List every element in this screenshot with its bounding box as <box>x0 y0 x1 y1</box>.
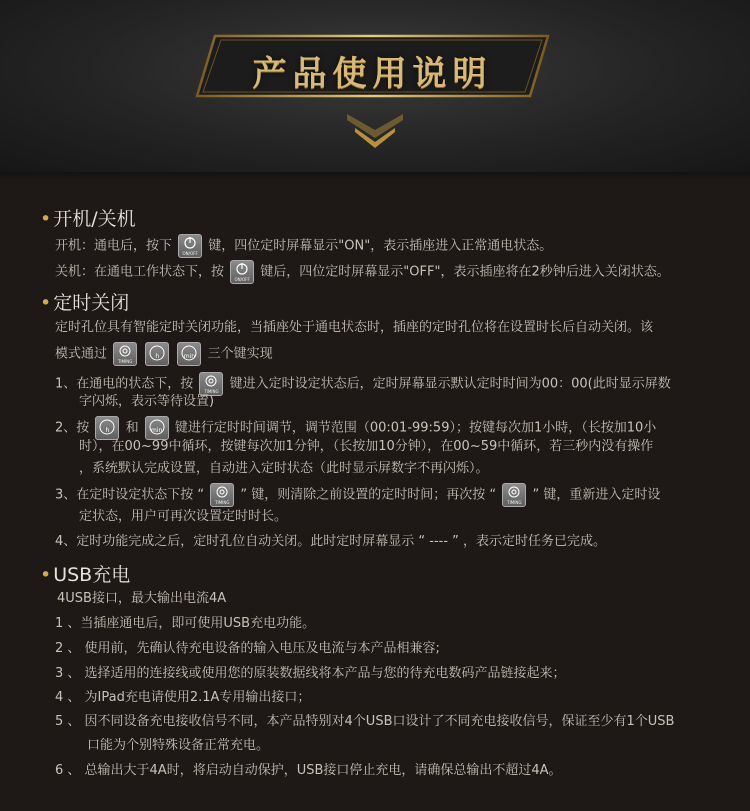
timer-item3-line2: 定状态，用户可再次设置定时时长。 <box>79 509 288 524</box>
minute-key-icon: min <box>177 342 201 366</box>
timing-key-icon: TIMING <box>199 372 223 396</box>
page-title: 产品使用说明 <box>252 54 493 94</box>
section-usb-heading: • USB充电 <box>40 564 131 586</box>
timer-item3: 3、在定时设定状态下按 “ TIMING ” 键，则清除之前设置的定时时间；再次按 “ TIMING ” 键，重新进入定时设 <box>55 483 660 507</box>
timing-key-icon: TIMING <box>502 483 526 507</box>
timer-intro-line2: 模式通过 TIMING h min 三个键实现 <box>55 342 273 366</box>
timer-item1-line2: 字闪烁，表示等待设置) <box>79 394 215 409</box>
usb-item: 3 、 选择适用的连接线或使用您的原装数据线将本产品与您的待充电数码产品链接起来； <box>55 666 566 681</box>
section-power-heading: • 开机/关机 <box>40 208 136 230</box>
timer-item1: 1、在通电的状态下，按 TIMING 键进入定时设定状态后，定时屏幕显示默认定时时间为00：00(此时显示屏数 <box>55 372 671 396</box>
timer-intro-line1: 定时孔位具有智能定时关闭功能，当插座处于通电状态时，插座的定时孔位将在设置时长后自动关闭。该 <box>55 320 654 335</box>
usb-item: 4 、 为IPad充电请使用2.1A专用输出接口； <box>55 690 311 705</box>
power-on-line: 开机：通电后，按下 ON/OFF 键，四位定时屏幕显示"ON"，表示插座进入正常通电状态。 <box>55 234 552 258</box>
timer-item2-line2: 时），在00~99中循环，按键每次加1分钟，（长按加10分钟），在00~59中循环，若三秒内没有操作 <box>79 439 654 454</box>
hour-key-icon: h <box>145 342 169 366</box>
timer-item4: 4、定时功能完成之后，定时孔位自动关闭。此时定时屏幕显示 “ ---- ” ，表示定时任务已完成。 <box>55 534 607 549</box>
usb-item: 1 、当插座通电后，即可使用USB充电功能。 <box>55 616 316 631</box>
hour-key-icon: h <box>95 416 119 440</box>
power-key-icon: ON/OFF <box>230 260 254 284</box>
timing-key-icon: TIMING <box>210 483 234 507</box>
timer-item2: 2、按 h 和 min 键进行定时时间调节，调节范围（00:01-99:59）；按键每次加1小時，（长按加10小 <box>55 416 656 440</box>
usb-item-continuation: 口能为个别特殊设备正常充电。 <box>87 738 270 753</box>
minute-key-icon: min <box>145 416 169 440</box>
usb-intro: 4USB接口，最大输出电流4A <box>57 591 227 606</box>
usb-item: 2 、 使用前，先确认待充电设备的输入电压及电流与本产品相兼容; <box>55 641 440 656</box>
timer-item2-line3: ，系统默认完成设置，自动进入定时状态（此时显示屏数字不再闪烁）。 <box>79 461 489 476</box>
usb-item: 6 、 总输出大于4A时，将启动自动保护，USB接口停止充电，请确保总输出不超过4A。 <box>55 763 562 778</box>
timing-key-icon: TIMING <box>113 342 137 366</box>
usb-item: 5 、 因不同设备充电接收信号不同，本产品特别对4个USB口设计了不同充电接收信号，保证至少有1个USB <box>55 714 675 729</box>
power-off-line: 关机：在通电工作状态下，按 ON/OFF 键后，四位定时屏幕显示"OFF"，表示插座将在2秒钟后进入关闭状态。 <box>55 260 670 284</box>
power-key-icon: ON/OFF <box>178 234 202 258</box>
section-timer-heading: • 定时关闭 <box>40 292 130 314</box>
